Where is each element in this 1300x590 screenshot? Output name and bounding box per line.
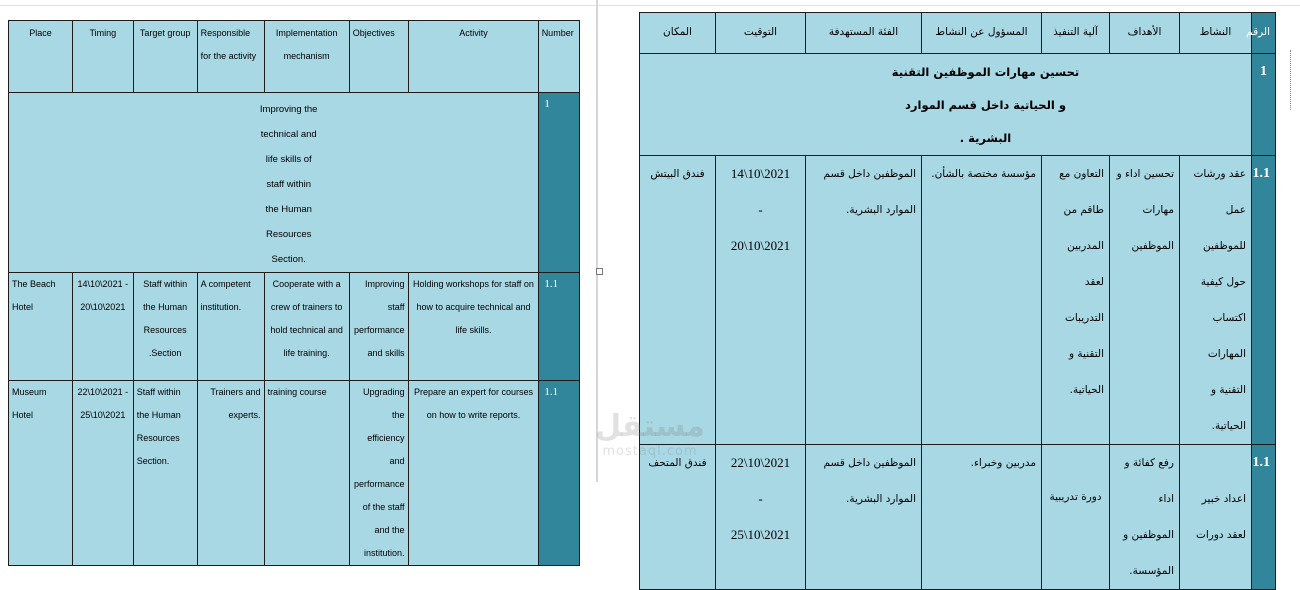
arabic-activity-table bbox=[639, 12, 1276, 590]
cell-number: 1.1 bbox=[1252, 156, 1276, 445]
cell-number: 1.1 bbox=[539, 381, 580, 566]
timing-dash: - bbox=[758, 202, 763, 217]
resize-handle[interactable] bbox=[596, 268, 603, 275]
header-target-group: Target group bbox=[133, 21, 197, 93]
header-timing: Timing bbox=[72, 21, 133, 93]
watermark-latin: mostaql.com bbox=[602, 444, 698, 459]
header-mechanism: آلية التنفيذ bbox=[1042, 13, 1110, 54]
cell-timing: 22\10\2021 - 25\10\2021 bbox=[72, 381, 133, 566]
cell-mechanism: training course bbox=[264, 381, 349, 566]
header-mechanism: Implementation mechanism bbox=[264, 21, 349, 93]
timing-start: 14\10\2021 bbox=[730, 166, 791, 181]
cell-activity: Prepare an expert for courses on how to write reports. bbox=[408, 381, 539, 566]
cell-place: فندق المتحف bbox=[640, 445, 716, 590]
cell-number: 1.1 bbox=[1252, 445, 1276, 590]
cell-mechanism: التعاون مع طاقم من المدربين لعقد التدريبات التقنية و الحياتية. bbox=[1042, 156, 1110, 445]
english-header-row bbox=[9, 21, 580, 93]
arabic-header-row bbox=[640, 13, 1276, 54]
timing-end: 20\10\2021 bbox=[730, 238, 791, 253]
header-timing: التوقيت bbox=[716, 13, 806, 54]
header-number: Number bbox=[539, 21, 580, 93]
cell-objectives: رفع كفائة و اداء الموظفين و المؤسسة. bbox=[1110, 445, 1180, 590]
arabic-section-row bbox=[640, 54, 1276, 156]
header-place: المكان bbox=[640, 13, 716, 54]
cell-target-group: Staff within the Human Resources Section. bbox=[133, 381, 197, 566]
margin-marker bbox=[1290, 50, 1298, 110]
cell-responsible: Trainers and experts. bbox=[197, 381, 264, 566]
header-responsible: المسؤول عن النشاط bbox=[922, 13, 1042, 54]
table-row bbox=[9, 381, 580, 566]
cell-activity: اعداد خبير لعقد دورات bbox=[1180, 445, 1252, 590]
timing-end: 25\10\2021 bbox=[730, 527, 791, 542]
cell-responsible: A competent institution. bbox=[197, 273, 264, 381]
header-activity: Activity bbox=[408, 21, 539, 93]
cell-responsible: مدربين وخبراء. bbox=[922, 445, 1042, 590]
section-title: تحسين مهارات الموظفين التقنية و الحياتية داخل قسم الموارد البشرية . bbox=[640, 54, 1252, 156]
watermark-arabic: مستقل bbox=[595, 409, 705, 444]
cell-number: 1.1 bbox=[539, 273, 580, 381]
section-number: 1 bbox=[1252, 54, 1276, 156]
cell-place: Museum Hotel bbox=[9, 381, 73, 566]
header-responsible: Responsible for the activity bbox=[197, 21, 264, 93]
header-activity: النشاط bbox=[1180, 13, 1252, 54]
header-target-group: الفئة المستهدفة bbox=[806, 13, 922, 54]
timing-start: 22\10\2021 bbox=[730, 455, 791, 470]
section-title: Improving the technical and life skills of staff within the Human Resources Section. bbox=[9, 93, 539, 273]
cell-target-group: الموظفين داخل قسم الموارد البشرية. bbox=[806, 445, 922, 590]
cell-place: The Beach Hotel bbox=[9, 273, 73, 381]
header-place: Place bbox=[9, 21, 73, 93]
cell-target-group: الموظفين داخل قسم الموارد البشرية. bbox=[806, 156, 922, 445]
timing-dash: - bbox=[758, 491, 763, 506]
header-number: الرقم bbox=[1252, 13, 1276, 54]
cell-objectives: تحسين اداء و مهارات الموظفين bbox=[1110, 156, 1180, 445]
top-ruler bbox=[0, 0, 1300, 6]
cell-mechanism: Cooperate with a crew of trainers to hold technical and life training. bbox=[264, 273, 349, 381]
cell-objectives: Upgrading the efficiency and performance of the staff and the institution. bbox=[349, 381, 408, 566]
cell-timing: 14\10\2021 - 20\10\2021 bbox=[72, 273, 133, 381]
cell-place: فندق البيتش bbox=[640, 156, 716, 445]
section-number: 1 bbox=[539, 93, 580, 273]
cell-objectives: Improving staff performance and skills bbox=[349, 273, 408, 381]
cell-target-group: Staff within the Human Resources .Section bbox=[133, 273, 197, 381]
cell-timing bbox=[716, 156, 806, 445]
cell-mechanism: دورة تدريبية bbox=[1042, 445, 1110, 590]
table-row bbox=[9, 273, 580, 381]
cell-activity: Holding workshops for staff on how to acquire technical and life skills. bbox=[408, 273, 539, 381]
english-section-row bbox=[9, 93, 580, 273]
cell-timing bbox=[716, 445, 806, 590]
header-objectives: Objectives bbox=[349, 21, 408, 93]
cell-activity: عقد ورشات عمل للموظفين حول كيفية اكتساب المهارات التقنية و الحياتية. bbox=[1180, 156, 1252, 445]
table-row bbox=[640, 445, 1276, 590]
header-objectives: الأهداف bbox=[1110, 13, 1180, 54]
table-row bbox=[640, 156, 1276, 445]
page-divider bbox=[596, 0, 598, 482]
english-activity-table bbox=[8, 20, 580, 566]
cell-responsible: مؤسسة مختصة بالشأن. bbox=[922, 156, 1042, 445]
